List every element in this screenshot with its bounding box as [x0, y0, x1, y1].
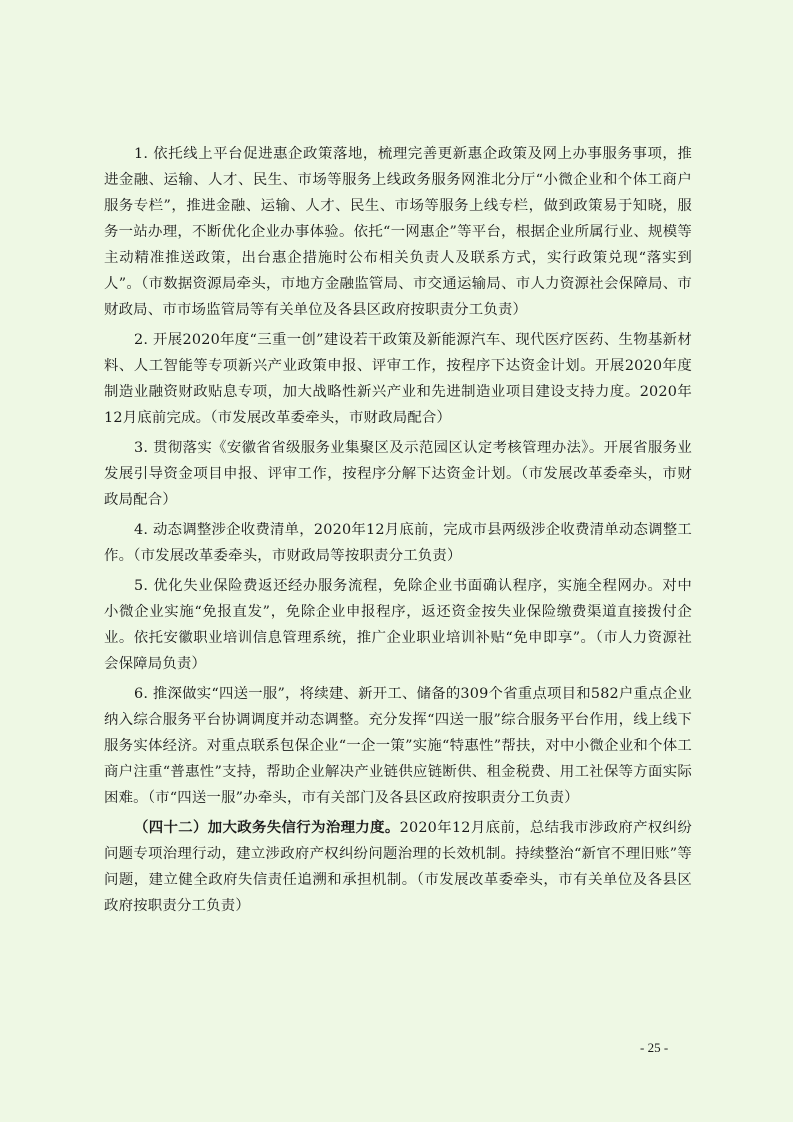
paragraph-4 [104, 517, 692, 569]
paragraph-4-text: 4. 动态调整涉企收费清单，2020年12月底前，完成市县两级涉企收费清单动态调整工作。（市发展改革委牵头，市财政局等按职责分工负责） [104, 522, 692, 564]
paragraph-5 [104, 573, 692, 677]
paragraph-6-text: 6. 推深做实“四送一服”，将续建、新开工、储备的309个省重点项目和582户重点企业纳入综合服务平台协调调度并动态调整。充分发挥“四送一服”综合服务平台作用，线上线下服务实体经济。对重点联系包保企业“一企一策”实施“特惠性”帮扶，对中小微企业和个体工商户注重“普惠性”支持，帮助企业解决产业链供应链断供、租金税费、用工社保等方面实际困难。（市“四送一服”办牵头，市有关部门及各县区政府按职责分工负责） [104, 686, 692, 806]
paragraph-3-text: 3. 贯彻落实《安徽省省级服务业集聚区及示范园区认定考核管理办法》。开展省服务业发展引导资金项目申报、评审工作，按程序分解下达资金计划。（市发展改革委牵头，市财政局配合） [104, 440, 692, 508]
paragraph-1-text: 1. 依托线上平台促进惠企政策落地，梳理完善更新惠企政策及网上办事服务事项，推进金融、运输、人才、民生、市场等服务上线政务服务网淮北分厅“小微企业和个体工商户服务专栏”，推进金融、运输、人才、民生、市场等服务上线专栏，做到政策易于知晓，服务一站办理，不断优化企业办事体验。依托“一网惠企”等平台，根据企业所属行业、规模等主动精准推送政策，出台惠企措施时公布相关负责人及联系方式，实行政策兑现“落实到人”。（市数据资源局牵头，市地方金融监管局、市交通运输局、市人力资源社会保障局、市财政局、市市场监管局等有关单位及各县区政府按职责分工负责） [104, 146, 692, 318]
document-body [104, 141, 692, 919]
page-number: - 25 - [640, 1040, 669, 1055]
section-42-text: 2020年12月底前，总结我市涉政府产权纠纷问题专项治理行动，建立涉政府产权纠纷问题治理的长效机制。持续整治“新官不理旧账”等问题，建立健全政府失信责任追溯和承担机制。（市发展改革委牵头，市有关单位及各县区政府按职责分工负责） [104, 820, 692, 914]
paragraph-6 [104, 681, 692, 811]
paragraph-1 [104, 141, 692, 323]
paragraph-3 [104, 435, 692, 513]
paragraph-2 [104, 327, 692, 431]
paragraph-5-text: 5. 优化失业保险费返还经办服务流程，免除企业书面确认程序，实施全程网办。对中小微企业实施“免报直发”，免除企业申报程序，返还资金按失业保险缴费渠道直接拨付企业。依托安徽职业培训信息管理系统，推广企业职业培训补贴“免申即享”。（市人力资源社会保障局负责） [104, 578, 692, 672]
section-42-paragraph [104, 815, 692, 919]
paragraph-2-text: 2. 开展2020年度“三重一创”建设若干政策及新能源汽车、现代医疗医药、生物基新材料、人工智能等专项新兴产业政策申报、评审工作，按程序下达资金计划。开展2020年度制造业融资财政贴息专项，加大战略性新兴产业和先进制造业项目建设支持力度。2020年12月底前完成。（市发展改革委牵头，市财政局配合） [104, 332, 692, 426]
section-42-heading: （四十二）加大政务失信行为治理力度。 [134, 819, 400, 836]
